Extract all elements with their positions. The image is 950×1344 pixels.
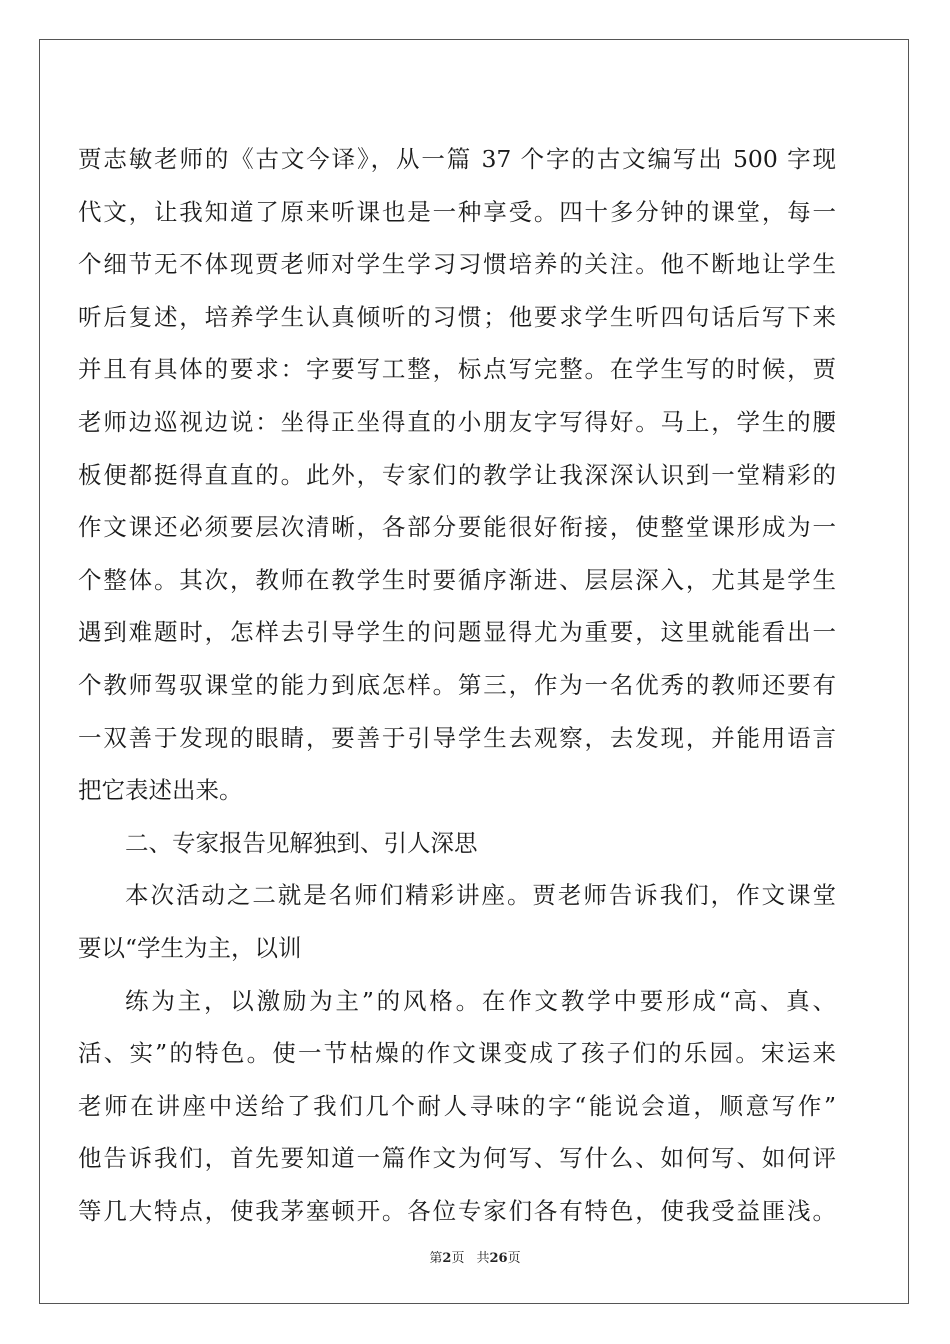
document-body xyxy=(78,133,836,1237)
text-line: 作文课还必须要层次清晰，各部分要能很好衔接，使整堂课形成为一 xyxy=(78,513,836,542)
text-line: 老师在讲座中送给了我们几个耐人寻味的字“能说会道，顺意写作” xyxy=(78,1091,836,1120)
text-line: 一双善于发现的眼睛，要善于引导学生去观察，去发现，并能用语言 xyxy=(78,723,836,752)
text-line: 听后复述，培养学生认真倾听的习惯；他要求学生听四句话后写下来 xyxy=(78,302,836,331)
page-prefix: 第 xyxy=(429,1251,443,1266)
text-line: 把它表述出来。 xyxy=(78,776,243,805)
page-footer xyxy=(0,1247,950,1266)
page-suffix: 页 xyxy=(451,1251,465,1266)
text-line: 活、实”的特色。使一节枯燥的作文课变成了孩子们的乐园。宋运来 xyxy=(78,1039,836,1068)
text-line: 贾志敏老师的《古文今译》，从一篇 37 个字的古文编写出 500 字现 xyxy=(78,145,836,173)
text-line: 个细节无不体现贾老师对学生学习习惯培养的关注。他不断地让学生 xyxy=(78,250,836,279)
text-line: 练为主，以激励为主”的风格。在作文教学中要形成“高、真、 xyxy=(125,986,836,1015)
page-total: 26 xyxy=(489,1251,508,1266)
text-line: 本次活动之二就是名师们精彩讲座。贾老师告诉我们，作文课堂 xyxy=(125,881,836,910)
text-line: 他告诉我们，首先要知道一篇作文为何写、写什么、如何写、如何评 xyxy=(78,1144,836,1173)
section-heading: 二、专家报告见解独到、引人深思 xyxy=(125,828,478,857)
text-line: 代文，让我知道了原来听课也是一种享受。四十多分钟的课堂，每一 xyxy=(78,197,836,226)
text-line: 老师边巡视边说：坐得正坐得直的小朋友字写得好。马上，学生的腰 xyxy=(78,407,836,436)
total-suffix: 页 xyxy=(507,1251,521,1266)
text-line: 个整体。其次，教师在教学生时要循序渐进、层层深入，尤其是学生 xyxy=(78,565,836,594)
text-line: 要以“学生为主，以训 xyxy=(78,933,302,962)
page-current: 2 xyxy=(442,1251,452,1266)
text-line: 板便都挺得直直的。此外，专家们的教学让我深深认识到一堂精彩的 xyxy=(78,460,836,489)
text-line: 等几大特点，使我茅塞顿开。各位专家们各有特色，使我受益匪浅。 xyxy=(78,1196,836,1225)
text-line: 遇到难题时，怎样去引导学生的问题显得尤为重要，这里就能看出一 xyxy=(78,618,836,647)
text-line: 个教师驾驭课堂的能力到底怎样。第三，作为一名优秀的教师还要有 xyxy=(78,670,836,699)
text-line: 并且有具体的要求：字要写工整，标点写完整。在学生写的时候，贾 xyxy=(78,355,836,384)
total-prefix: 共 xyxy=(476,1251,490,1266)
